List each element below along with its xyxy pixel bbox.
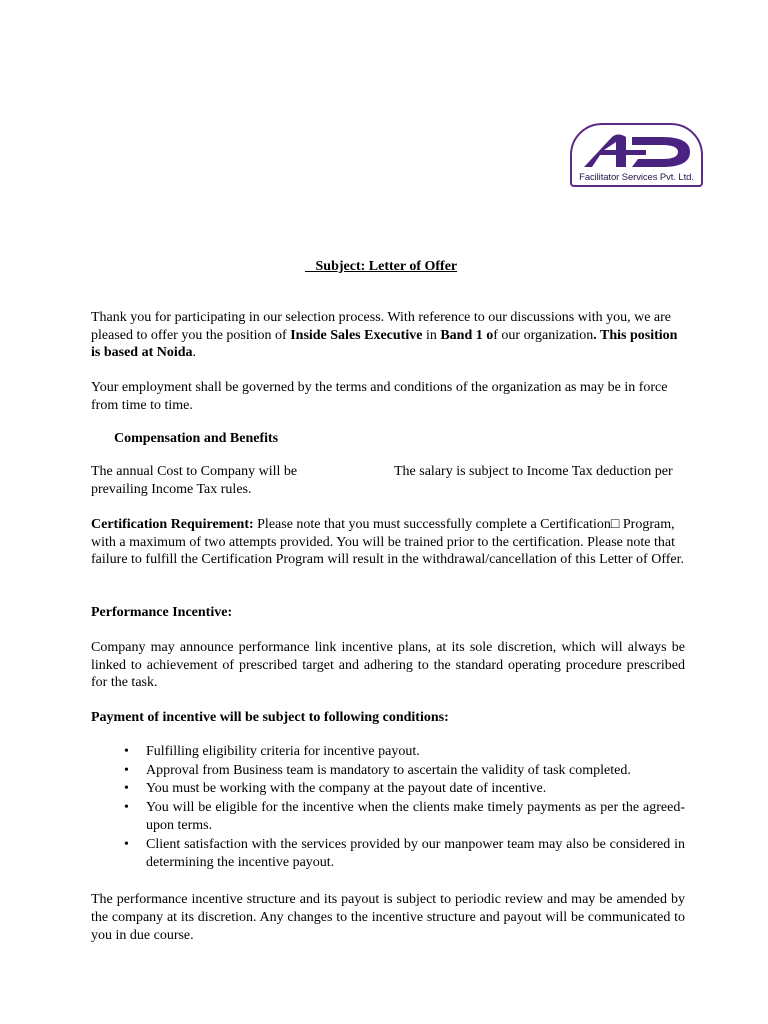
conditions-list	[91, 743, 685, 873]
performance-paragraph: Company may announce performance link incentive plans, at its sole discretion, which will always be linked to achievement of prescribed target and adhering to the standard operating procedure prescribed for the task.	[91, 640, 685, 690]
closing-paragraph: The performance incentive structure and its payout is subject to periodic review and may be amended by the company at its discretion. Any changes to the incentive structure and payout will be communicated to you in due course.	[91, 892, 685, 943]
logo-mark-icon	[582, 131, 692, 171]
intro-text-2: in	[422, 327, 441, 343]
employment-paragraph: Your employment shall be governed by the terms and conditions of the organization as may be in force from time to time.	[91, 380, 668, 413]
list-item: • Fulfilling eligibility criteria for incentive payout.	[91, 743, 685, 762]
list-item: • You will be eligible for the incentive when the clients make timely payments as per the agreed-upon terms.	[91, 799, 685, 836]
intro-paragraph	[91, 309, 685, 362]
list-item: • Approval from Business team is mandatory to ascertain the validity of task completed.	[91, 762, 685, 781]
performance-heading: Performance Incentive:	[91, 605, 233, 620]
subject-line: Subject: Letter of Offer	[305, 259, 458, 274]
ctc-text: The annual Cost to Company will be	[91, 464, 298, 479]
list-item: • Client satisfaction with the services provided by our manpower team may also be considered in determining the incentive payout.	[91, 836, 685, 873]
band-label: Band 1 o	[440, 327, 494, 343]
position-title: Inside Sales Executive	[290, 327, 423, 343]
salary-tax-text: The salary is subject to Income Tax deduction per	[394, 464, 673, 479]
intro-text-3: f our organization	[493, 327, 594, 343]
company-logo	[570, 123, 703, 187]
location-text: . This position is based at Noida	[91, 327, 678, 360]
certification-label: Certification Requirement:	[91, 517, 254, 532]
intro-text-1: Thank you for participating in our selection process. With reference to our discussions with you, we are pleased to offer you the position of	[91, 310, 672, 343]
conditions-heading: Payment of incentive will be subject to following conditions:	[91, 710, 449, 725]
certification-text: Please note that you must successfully complete a Certification□ Program, with a maximum of two attempts provided. You will be trained prior to the certification. Please note that failure to fulfill the Certification Program will result in the withdrawal/cancellation of this Letter of Offer.	[91, 517, 685, 567]
certification-paragraph	[91, 516, 685, 569]
compensation-heading: Compensation and Benefits	[114, 431, 279, 446]
logo-caption: Facilitator Services Pvt. Ltd.	[579, 172, 694, 183]
list-item: • You must be working with the company at the payout date of incentive.	[91, 780, 685, 799]
tax-rules-text: prevailing Income Tax rules.	[91, 481, 252, 497]
intro-end: .	[192, 345, 197, 360]
